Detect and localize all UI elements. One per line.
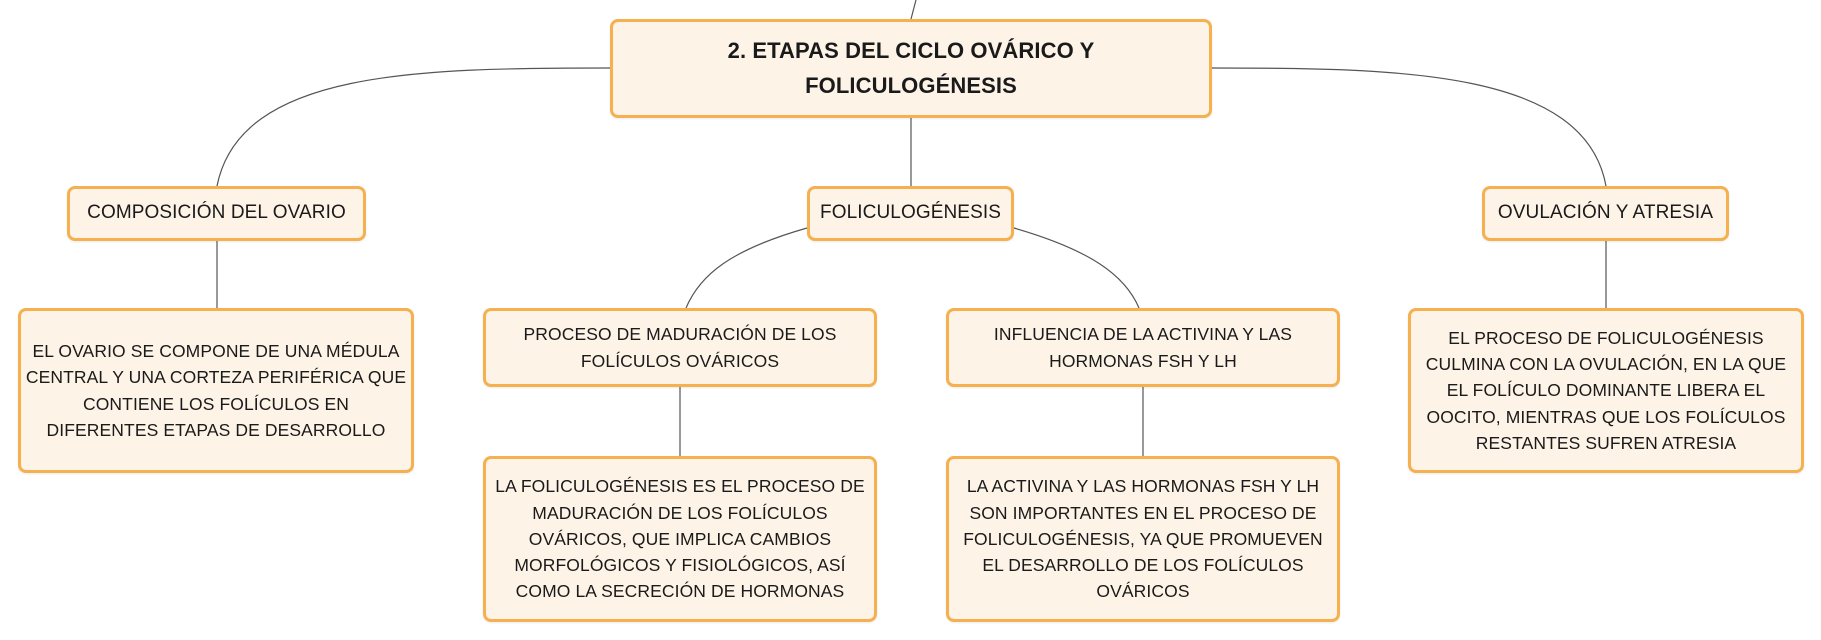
topic-ovulacion-label: OVULACIÓN Y ATRESIA xyxy=(1497,202,1714,224)
subtopic-proceso-node[interactable] xyxy=(483,308,877,387)
detail-ovulacion-text: EL PROCESO DE FOLICULOGÉNESIS CULMINA CON LA OVULACIÓN, EN LA QUE EL FOLÍCULO DOMINANTE LIBERA EL OOCITO, MIENTRAS QUE LOS FOLÍCULOS RESTANTES SUFREN ATRESIA xyxy=(1425,327,1787,453)
detail-composicion-text: EL OVARIO SE COMPONE DE UNA MÉDULA CENTRAL Y UNA CORTEZA PERIFÉRICA QUE CONTIENE LOS FOLÍCULOS EN DIFERENTES ETAPAS DE DESARROLLO xyxy=(25,341,407,440)
topic-foliculogenesis-label: FOLICULOGÉNESIS xyxy=(820,202,1001,224)
root-topic-node[interactable] xyxy=(610,19,1212,118)
detail-proceso-text: LA FOLICULOGÉNESIS ES EL PROCESO DE MADURACIÓN DE LOS FOLÍCULOS OVÁRICOS, QUE IMPLICA CAMBIOS MORFOLÓGICOS Y FISIOLÓGICOS, ASÍ COMO LA SECRECIÓN DE HORMONAS xyxy=(495,476,865,602)
subtopic-influencia-label: INFLUENCIA DE LA ACTIVINA Y LAS HORMONAS FSH Y LH xyxy=(993,324,1293,371)
detail-proceso-node[interactable] xyxy=(483,456,877,622)
connector-foliculogenesis-to-proceso xyxy=(686,228,807,308)
root-topic-label: 2. ETAPAS DEL CICLO OVÁRICO Y FOLICULOGÉNESIS xyxy=(727,38,1095,98)
connector-root-to-ovulacion xyxy=(1212,68,1606,186)
topic-foliculogenesis-node[interactable] xyxy=(807,186,1014,241)
detail-ovulacion-node[interactable] xyxy=(1408,308,1804,473)
subtopic-influencia-node[interactable] xyxy=(946,308,1340,387)
subtopic-proceso-label: PROCESO DE MADURACIÓN DE LOS FOLÍCULOS OVÁRICOS xyxy=(523,324,837,371)
topic-composicion-node[interactable] xyxy=(67,186,366,241)
detail-influencia-text: LA ACTIVINA Y LAS HORMONAS FSH Y LH SON IMPORTANTES EN EL PROCESO DE FOLICULOGÉNESIS, YA QUE PROMUEVEN EL DESARROLLO DE LOS FOLÍCULOS OVÁRICOS xyxy=(963,476,1323,602)
connector-root-to-composicion xyxy=(217,68,610,186)
detail-composicion-node[interactable] xyxy=(18,308,414,473)
detail-influencia-node[interactable] xyxy=(946,456,1340,622)
connector-foliculogenesis-to-influencia xyxy=(1014,228,1139,308)
connector-parent-to-root xyxy=(911,0,916,19)
topic-ovulacion-node[interactable] xyxy=(1482,186,1729,241)
topic-composicion-label: COMPOSICIÓN DEL OVARIO xyxy=(87,202,346,224)
